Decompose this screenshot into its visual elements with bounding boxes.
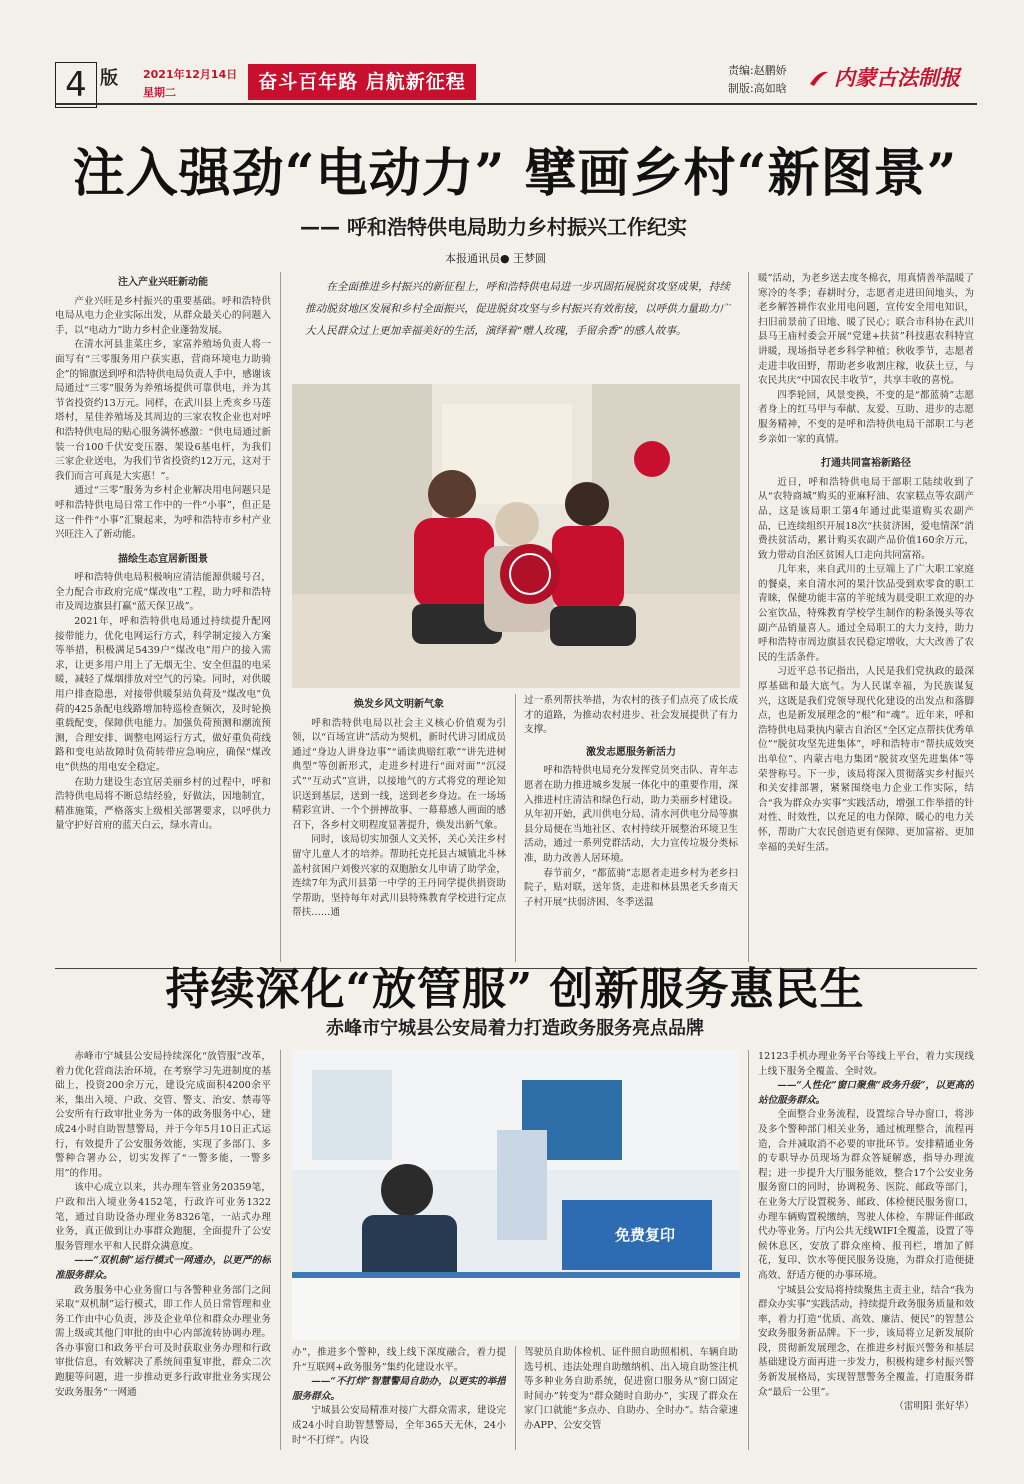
- column-divider: [515, 694, 516, 962]
- paragraph: 四季轮回，风景变换，不变的是“都蓝骑”志愿者身上的红马甲与奉献、友爱、互助、进步的志愿服务精神，不变的是呼和浩特供电局干部职工与老乡亲如一家的真情。: [758, 389, 974, 445]
- article1-column-3: [524, 694, 738, 962]
- issue-date-block: [143, 66, 237, 102]
- page-number: 4: [55, 62, 97, 108]
- article1-column-2: [292, 694, 506, 962]
- article2-column-2: [292, 1346, 506, 1450]
- paragraph: 产业兴旺是乡村振兴的重要基础。呼和浩特供电局从电力企业实际出发，从群众最关心的问题入手，以“电动力”助力乡村企业蓬勃发展。: [55, 295, 271, 336]
- article2-title: 持续深化“放管服” 创新服务惠民生: [165, 964, 865, 1015]
- author-signature: （雷明阳 张好华）: [894, 1401, 974, 1413]
- issue-weekday: 星期二: [143, 86, 176, 99]
- paragraph: 几年来，来自武川的土豆端上了广大职工家庭的餐桌，来自清水河的果汁饮品受到欢零食的职工青睐，保健功能丰富的羊驼绒为晨受职工欢迎的办公室饮品，特殊教育学校学生制作的粉条馒头等农副产品销量喜人。通过全局职工的大力支持，助力呼和浩特市周边旗县农民稳定增收，大大改善了农民的生活条件。: [758, 564, 974, 663]
- paragraph: 2021年，呼和浩特供电局通过持续提升配网接带能力，优化电网运行方式，科学制定接入方案等举措，积极满足5439户“煤改电”用户的接入需求，让更多用户用上了无烟无尘、安全但温的电采暖，减轻了煤烟排放对空气的污染。同时，对供暖用户排查隐患，对接带供暖泵站负荷及“煤改电”负荷的425条配电线路增加特巡检查频次，及时轮换重载配变，保障供电能力。加强负荷预测和潮流预测，合理安排、调整电网运行方式，做好重负荷线路和变电站故障时负荷转带应急响应，确保“煤改电”供热的用电安全稳定。: [55, 616, 271, 773]
- paragraph: 近日，呼和浩特供电局干部职工陆续收到了从“农特商城”购买的亚麻籽油、农家糕点等农副产品，这是该局职工第4年通过此渠道购买农副产品，已连续组织开展18次“扶贫济困，爱电情深”消费扶贫活动，累计购买农副产品价值160余万元，致力带动自治区贫困人口走向共同富裕。: [758, 476, 974, 561]
- newspaper-name: 内蒙古法制报: [834, 65, 960, 90]
- paragraph: 在助力建设生态宜居美丽乡村的过程中，呼和浩特供电局将不断总结经验，好做法，因地制宜，精准施策，严格落实上级相关部署要求，以呼供力量守护好首府的蓝天白云，绿水青山。: [55, 776, 271, 832]
- article1-photo: [292, 384, 740, 688]
- paragraph: 同时，该局切实加强人文关怀，关心关注乡村留守儿童人才的培养。帮助托克托县古城镇北斗林盖村贫困户刘俊兴家的双胞胎女儿申请了助学金，连续7年为武川县第一中学的王丹同学提供捐资助学帮助，坚持每年对武川县特殊教育学校进行定点帮扶……通: [292, 834, 506, 919]
- emphasis-heading: ——“不打烊”智慧警局自助办，以更实的举措服务群众。: [292, 1376, 506, 1402]
- column-divider: [280, 272, 281, 962]
- column-divider: [280, 1050, 281, 1450]
- page-label: 版: [100, 68, 118, 89]
- photo-service-window: [292, 1050, 740, 1340]
- free-copy-sign: 免费复印: [614, 1226, 675, 1244]
- paragraph: 习近平总书记指出，人民是我们党执政的最深厚基础和最大底气。为人民谋幸福，为民族谋复兴，这既是我们党领导现代化建设的出发点和落脚点，也是新发展理念的“根”和“魂”。近年来，呼和浩特供电局秉执内蒙古自治区“全区定点帮扶优秀单位”“脱贫攻坚先进集体”，呼和浩特市“帮扶成效突出单位”、内蒙古电力集团“脱贫攻坚先进集体”等荣誉称号。下一步，该局将深入贯彻落实乡村振兴和关安排部署，紧紧围绕电力企业工作实际，结合“我为群众办实事”实践活动，增强工作举措的针对性、时效性，以充足的电力保障、暖心的电力关怀，帮助广大农民创造更有保障、更加富裕、更加幸福的美好生活。: [758, 666, 974, 853]
- paragraph: 宁城县公安局精准对接广大群众需求，建设完成24小时自助智慧警局，全年365天无休，24小时“不打烊”。内设: [292, 1405, 506, 1446]
- article2-column-1: [55, 1050, 271, 1450]
- paragraph: 呼和浩特供电局积极响应清洁能源供暖号召，全力配合市政府完成“煤改电”工程，助力呼和浩特市及周边旗县打赢“蓝天保卫战”。: [55, 572, 271, 613]
- emphasis-heading: ——“双机制”运行模式一网通办，以更严的标准服务群众。: [55, 1255, 271, 1281]
- editor-credit: 责编:赵鹏娇: [728, 64, 787, 77]
- paragraph: 驾驶员自助体检机、证件照自助照相机、车辆自助选号机、违法处理自助缴纳机、出入境自助签注机等多种业务自助系统，促进窗口服务从“窗口固定时间办”转变为“群众随时自助办”，实现了群众在家门口就能“多点办、自助办、全时办”。结合蒙速办APP、公安交管: [524, 1347, 738, 1431]
- article2-subtitle: 赤峰市宁城县公安局着力打造政务服务亮点品牌: [326, 1018, 704, 1039]
- paragraph: 春节前夕，“都蓝骑”志愿者走进乡村为老乡扫院子，贴对联，送年货，走进和林县黑老夭乡南天子村开展“扶弱济困、冬季送温: [524, 867, 738, 908]
- article1-subtitle: —— 呼和浩特供电局助力乡村振兴工作纪实: [300, 215, 687, 239]
- paragraph: 暖”活动，为老乡送去度冬棉衣，用真情善举温暖了寒冷的冬季；春耕时分，志愿者走进田间地头，为老乡解答耕作农业用电问题，宣传安全用电知识，扫旧前景前了田地、暖了民心；联合市科协在武川县马王庙村委会开展“党建+扶贫”科技惠农科特宣讲暖，现场指导老乡科学种植；秋收季节，志愿者走进丰收田野，帮助老乡收割庄稼，收获土豆，与农民共庆“中国农民丰收节”，共享丰收的喜悦。: [758, 273, 974, 387]
- section-heading: 激发志愿服务新活力: [586, 746, 676, 758]
- paragraph: 在清水河县韭菜庄乡，家富养殖场负责人将一面写有“三零服务用户获实惠，营商环境电力助骑企”的锦旗送到呼和浩特供电局负责人手中，感谢该局通过“三零”服务为养殖场提供可靠供电，并为其节省投资约13万元。同样，在武川县上秃亥乡马莲塔村，星佳养殖场及其周边的三家农牧企业也对呼和浩特供电局的贴心服务满怀感激：“供电局通过新装一台100千伏安变压器、架设6基电杆，为我们三家企业送电，为我们节省投资约12万元，这对于我们而言可真是大实惠！”。: [55, 339, 271, 482]
- article2-photo: [292, 1050, 740, 1340]
- paragraph: 全面整合业务流程，设置综合导办窗口，将涉及多个警种部门相关业务，通过梳理整合，流程再造，合并减取消不必要的审批环节。安排精通业务的专职导办员现场为群众答疑解惑，指导办理流程；进一步提升大厅服务能效，整合17个公安业务服务窗口的同时，协调税务、医院、邮政等部门，在业务大厅设置税务、邮政、体检便民服务窗口，办理车辆购置税缴纳，驾驶人体检、车牌证件邮政代办等业务。厅内公共无线WIFI全覆盖，设置了等候休息区，安放了群众座椅、报刊栏，增加了鲜花，复印、饮水等便民服务设施，为群众打造便捷高效、舒适方便的办事环境。: [758, 1109, 974, 1281]
- section-heading: 焕发乡风文明新气象: [354, 699, 444, 710]
- article1-lead: 在全面推进乡村振兴的新征程上，呼和浩特供电局进一步巩固拓展脱贫攻坚成果，持续推动脱贫地区发展和乡村全面振兴，促进脱贫攻坚与乡村振兴有效衔接，以呼供力量助力广大人民群众过上更加幸福美好的生活，演绎着“赠人玫瑰，手留余香”的感人故事。: [305, 281, 730, 337]
- paragraph: 宁城县公安局将持续聚焦主责主业，结合“我为群众办实事”实践活动，持续提升政务服务质量和效率，着力打造“优质、高效、廉洁、便民”的智慧公安政务服务新品牌。下一步，该局将立足新发展阶段，贯彻新发展理念，在推进乡村振兴警务和基层基础建设方面再进一步发力，积极构建乡村振兴警务新发展格局，实现智慧警务全覆盖，打造服务群众“最后一公里”。: [758, 1284, 974, 1398]
- section-heading: 描绘生态宜居新图景: [118, 553, 208, 565]
- article1-title: 注入强劲“电动力” 擘画乡村“新图景”: [72, 143, 958, 204]
- column-divider: [748, 1050, 749, 1450]
- newspaper-emblem-icon: [808, 68, 830, 88]
- paragraph: 过一系列帮扶举措，为农村的孩子们点亮了成长成才的道路，为推动农村进步、社会发展提供了有力支撑。: [524, 695, 738, 736]
- paragraph: 办”，推进多个警种，线上线下深度融合，着力提升“互联网+政务服务”集约化建设水平。: [292, 1347, 506, 1373]
- paragraph: 赤峰市宁城县公安局持续深化“放管服”改革，着力优化营商法治环境，在考察学习先进制度的基础上，投资200余万元，建设完成面积4200余平米，集出入境、户政、交管、警支、治安、禁毒等公安所有行政审批业务为一体的政务服务中心，建成24小时自助智慧警局，并于今年5月10日正式运行，有效提升了公安服务效能，实现了多部门、多警种合署办公，切实发挥了“一警多能，一警多用”的作用。: [55, 1051, 271, 1179]
- section-heading: 注入产业兴旺新动能: [118, 277, 208, 288]
- newspaper-logo: [808, 62, 978, 94]
- section-heading: 打通共同富裕新路径: [821, 458, 911, 470]
- column-divider: [515, 1346, 516, 1450]
- paragraph: 呼和浩特供电局以社会主义核心价值观为引领，以“百场宣讲”活动为契机，新时代讲习团成员通过“身边人讲身边事”“诵读典赔红歌”“讲先进树典型”等创新形式，走进乡村进行“面对面”“沉浸式”“互动式”宣讲，以接地气的方式将党的理论知识送到基层，送到一线，送到老乡身边。在一场场精彩宣讲、一个个拼搏故事、一幕幕感人画面的感召下，各乡村文明程度显著提升，焕发出新气象。: [292, 717, 506, 831]
- photo-volunteers-with-elder: [292, 384, 740, 688]
- emphasis-heading: ——“人性化”窗口聚焦“政务升级”，以更高的站位服务群众。: [758, 1080, 974, 1106]
- article2-column-4: [758, 1050, 974, 1450]
- issue-date: 2021年12月14日: [143, 68, 238, 81]
- article2-column-3: [524, 1346, 738, 1450]
- producer-credit: 制版:高如晗: [728, 82, 787, 95]
- paragraph: 12123手机办理业务平台等线上平台，着力实现线上线下服务全覆盖、全时效。: [758, 1051, 974, 1077]
- header-rule: [55, 103, 977, 105]
- section-slogan-banner: 奋斗百年路 启航新征程: [248, 64, 476, 100]
- paragraph: 政务服务中心业务窗口与各警种业务部门之间采取“双机制”运行模式，即工作人员日常管理和业务工作由中心负责，涉及企业单位和群众办理业务需上级或其他门审批的由中心内部流转协调办理。各办事窗口和政务平台可及时获取业务办理和行政审批信息，有效解决了系统间重复审批，群众二次跑腿等问题，进一步推动更多行政审批业务实现公安政务服务“一网通: [55, 1284, 271, 1398]
- article1-byline: 本报通讯员● 王梦圆: [445, 252, 547, 265]
- column-divider: [748, 272, 749, 962]
- paragraph: 呼和浩特供电局充分发挥党员突击队、青年志愿者在助力推进城乡发展一体化中的重要作用，深入推进村庄清洁和绿色行动，助力美丽乡村建设。从年初开始，武川供电分局、清水河供电分局等旗县分局便在当地社区、农村持续开展整治环境卫生活动，通过一系列党群活动，大力宣传垃圾分类标准，助力改善人居环境。: [524, 765, 738, 864]
- editor-credits: [728, 62, 787, 98]
- article1-column-1: [55, 272, 271, 962]
- paragraph: 该中心成立以来，共办理车管业务20359笔，户政和出入境业务4152笔，行政许可业务1322笔，通过自助设备办理业务8326笔，一站式办理业务，真正做到让办事群众跑腿，全面提升了公安服务管理水平和人民群众满意度。: [55, 1182, 271, 1252]
- paragraph: 通过“三零”服务为乡村企业解决用电问题只是呼和浩特供电局日常工作中的一件“小事”，但正是这一件件“小事”汇聚起来，为呼和浩特市乡村产业兴旺注入了新动能。: [55, 485, 271, 541]
- article1-column-4: [758, 272, 974, 962]
